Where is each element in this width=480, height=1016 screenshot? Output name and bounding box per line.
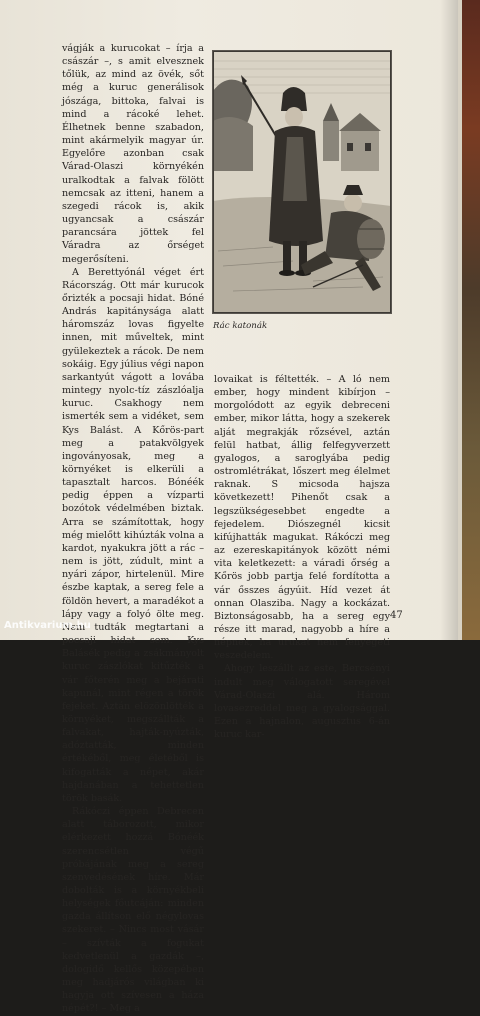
illustration-caption: Rác katonák — [213, 321, 268, 331]
paragraph: vágják a kurucokat – írja a császár –, s amit elvesznek tőlük, az mind az övék, sőt még a kuruc generálisok jószága, bittoka, falvai is mind a rácoké lehet. Élhetnek benne szabadon, mint akármelyik magyar úr. Egyelőre azonban csak Várad-Olaszi környékén uralkodtak a falvak fölött nemcsak az itteni, hanem a szegedi rácok is, akik ugyancsak a császár parancsára jöttek fel Váradra az őrséget megerősíteni. — [62, 43, 204, 265]
page-number: 47 — [390, 610, 403, 621]
engraving-illustration — [212, 50, 392, 314]
paragraph: Rákóczi éppen Debrecen alatt táborozott, mikor elérkezett hozzá Bónéék szerencsétlen végű próbájának meg a sereg szenvedésének híre. Már dobolták is a környékbeli helységek főutcáján: minden gazda állítson elő négylovas szekeret. – Nincs most vásár – szívták a fogukat kedvetlenül a gazdák –, dologidő kellős közepében meg hadjárós világban ki hagyja ott szívesen a háza népét?! – Meg a — [62, 806, 204, 1015]
paragraph: lovaikat is féltették. – A ló nem ember, hogy mindent kibírjon – morgolódott az egyik debreceni ember, mikor látta, hogy a szekerek alját megrakják rőzsével, aztán felül hatbat, állig felfegyverzett gyalogos, a saroglyába pedig ostromlétrákat, lőszert meg élelmet raknak. S micsoda hajsza következett! Pihenőt csak a legszükségesebbet engedte a fejedelem. Diószegnél kicsit kifújhatták magukat. Rákóczi meg az ezereskapitányok között némi vita keletkezett: a váradi őrség a Kőrös jobb partja felé fordította a vár ősszes ágyúit. Híd vezet át onnan Olasziba. Nagy a kockázat. Biztonságosabb, ha a sereg egy része itt marad, nagyobb a híre a népnek, ha urukat nem fenyegeti veszedelem. — [214, 374, 390, 662]
watermark-logo: Antikvarium.hu — [4, 620, 91, 631]
facing-page-edge — [462, 0, 480, 640]
rac-soldiers-engraving — [213, 51, 391, 313]
right-text-column — [214, 373, 390, 741]
paragraph: A Berettyónál véget ért Rácország. Ott már kurucok őrizték a pocsaji hidat. Bóné András kapitánysága alatt háromszáz lovas figyelte innen, mit műveltek, mint gyülekeztek a rácok. De nem sokáig. Egy július végi napon sarkantyút vágott a lovába mintegy nyolc-tíz zászlóalja kuruc. Csakhogy nem ismerték sem a vidéket, sem Kys Balást. A Kőrös-part meg a patakvölgyek ingoványosak, meg a környéket is elkerüli a tapasztalt harcos. Bónéék pedig éppen a vízparti bozótok védelmében biztak. Arra se számítottak, hogy még mielőtt kihúzták volna a kardot, nyakukra jött a rác – nem is jött, zúdult, mint a nyári zápor, hirtelenül. Mire észbe kaptak, a sereg fele a földön hevert, a maradékot a lápy vagy a folyó ölte meg. Nem tudták megtartani a pocsaji hidat sem. Kys Balásék pedig a zsákmányolt kuruc zászlókat kitűzték a vár főterén meg a bejárati kapunál, mint régen a török fejeket. Aztán elözönlötték a környéket, megszállták a falvakat, hajták-nyúzták, adóztatták, minden értékéből, meg életéből is kifogatták a népet, akár hajdanában a tehettetlen török basák. — [62, 266, 204, 804]
left-text-column — [62, 42, 204, 1016]
paragraph: Ahogy leszállt az este, Bercsényi indult meg válogatott seregével Várad-Olaszi alá. Három lovasezreddel meg a gyalogsággal. Ezen a hajnalon, augusztus 6-án kuruc kar- — [214, 663, 390, 741]
